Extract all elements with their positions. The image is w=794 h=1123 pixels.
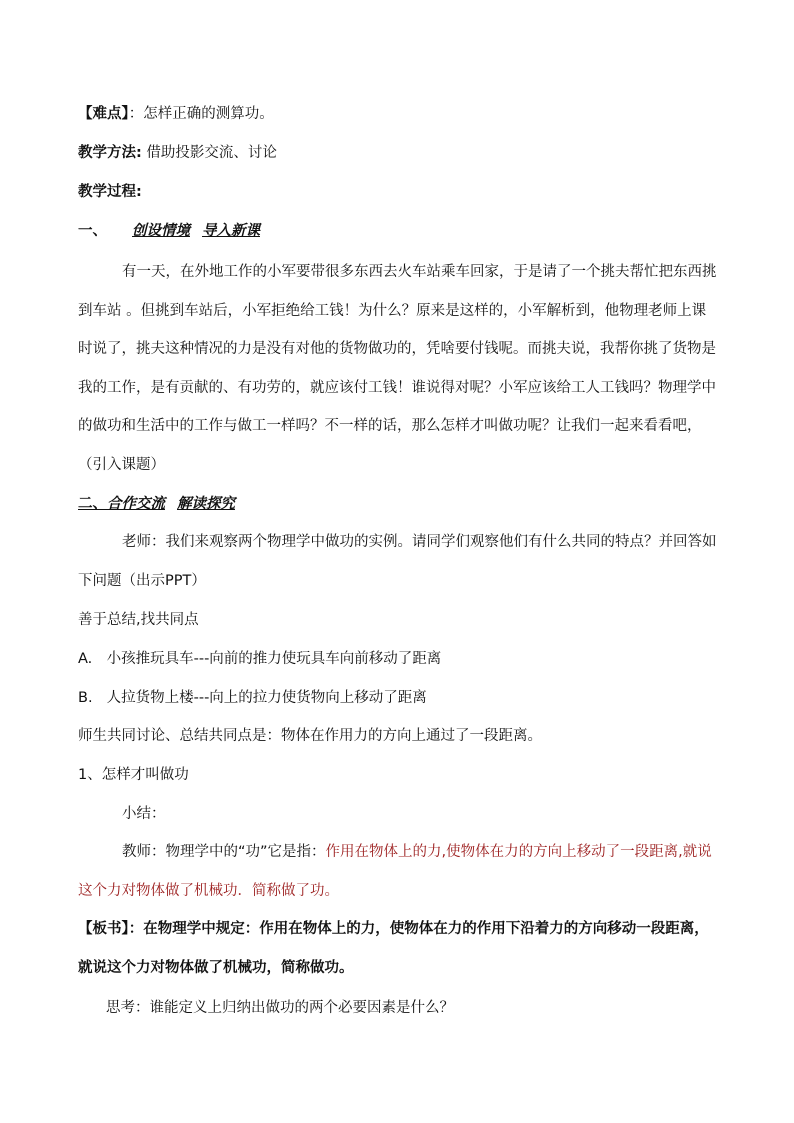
story-paragraph: 有一天，在外地工作的小军要带很多东西去火车站乘车回家，于是请了一个挑夫帮忙把东西挑到车站 。但挑到车站后，小军拒绝给工钱！为什么？原来是这样的，小军解析到，他物理老师上课时说了，挑夫这种情况的力是没有对他的货物做功的，凭啥要付钱呢。而挑夫说，我帮你挑了货物是我的工作，是有贡献的、有功劳的，就应该付工钱！谁说得对呢？小军应该给工人工钱吗？物理学中的做功和生活中的工作与做工一样吗？不一样的话，那么怎样才叫做功呢？让我们一起来看看吧，（引入课题）: [78, 264, 717, 473]
teacher-definition: [78, 833, 718, 910]
small-summary: 小结：: [122, 806, 166, 822]
example-b: [78, 688, 427, 708]
section2-title1: 合作交流: [107, 496, 165, 512]
section1-heading: [78, 221, 260, 241]
think-question: 思考：谁能定义上归纳出做功的两个必要因素是什么？: [106, 1000, 454, 1016]
example-a-text: 小孩推玩具车---向前的推力使玩具车向前移动了距离: [106, 651, 442, 667]
common-point: 师生共同讨论、总结共同点是：物体在作用力的方向上通过了一段距离。: [78, 728, 542, 744]
section2-number: 二、: [78, 496, 107, 512]
example-a-label: A.: [78, 651, 93, 667]
board-notes: [78, 910, 718, 987]
difficulty-line: [78, 104, 274, 124]
difficulty-label: 【难点】: [78, 106, 129, 122]
process-heading: 教学过程:: [78, 184, 142, 200]
example-a: [78, 649, 441, 669]
difficulty-colon: ：: [128, 106, 144, 122]
subsection1-heading: 1、怎样才叫做功: [78, 767, 189, 783]
section2-title2: 解读探究: [177, 496, 235, 512]
section1-number: 一、: [78, 223, 107, 239]
example-b-label: B.: [78, 690, 93, 706]
section1-title1: 创设情境: [132, 223, 190, 239]
board-text: ：在物理学中规定：作用在物体上的力，使物体在力的作用下沿着力的方向移动一段距离，就说这个力对物体做了机械功，简称做功。: [78, 921, 709, 976]
method-text: 借助投影交流、讨论: [146, 145, 277, 161]
example-b-text: 人拉货物上楼---向上的拉力使货物向上移动了距离: [106, 690, 427, 706]
difficulty-text: 怎样正确的测算功。: [143, 106, 274, 122]
board-label: 【板书】: [78, 921, 129, 937]
method-label: 教学方法:: [78, 145, 142, 161]
section1-title2: 导入新课: [202, 223, 260, 239]
teacher-intro-paragraph: 老师：我们来观察两个物理学中做功的实例。请同学们观察他们有什么共同的特点？并回答如下问题（出示PPT）: [78, 534, 717, 589]
teacher-def-prefix: 教师：物理学中的“功”它是指：: [122, 844, 326, 860]
summary-hint: 善于总结,找共同点: [78, 612, 199, 628]
section2-heading: [78, 494, 235, 514]
method-line: [78, 143, 277, 163]
teacher-def-highlight: 作用在物体上的力,使物体在力的方向上移动了一段距离,就说这个力对物体做了机械功．简称做了功。: [78, 844, 712, 899]
